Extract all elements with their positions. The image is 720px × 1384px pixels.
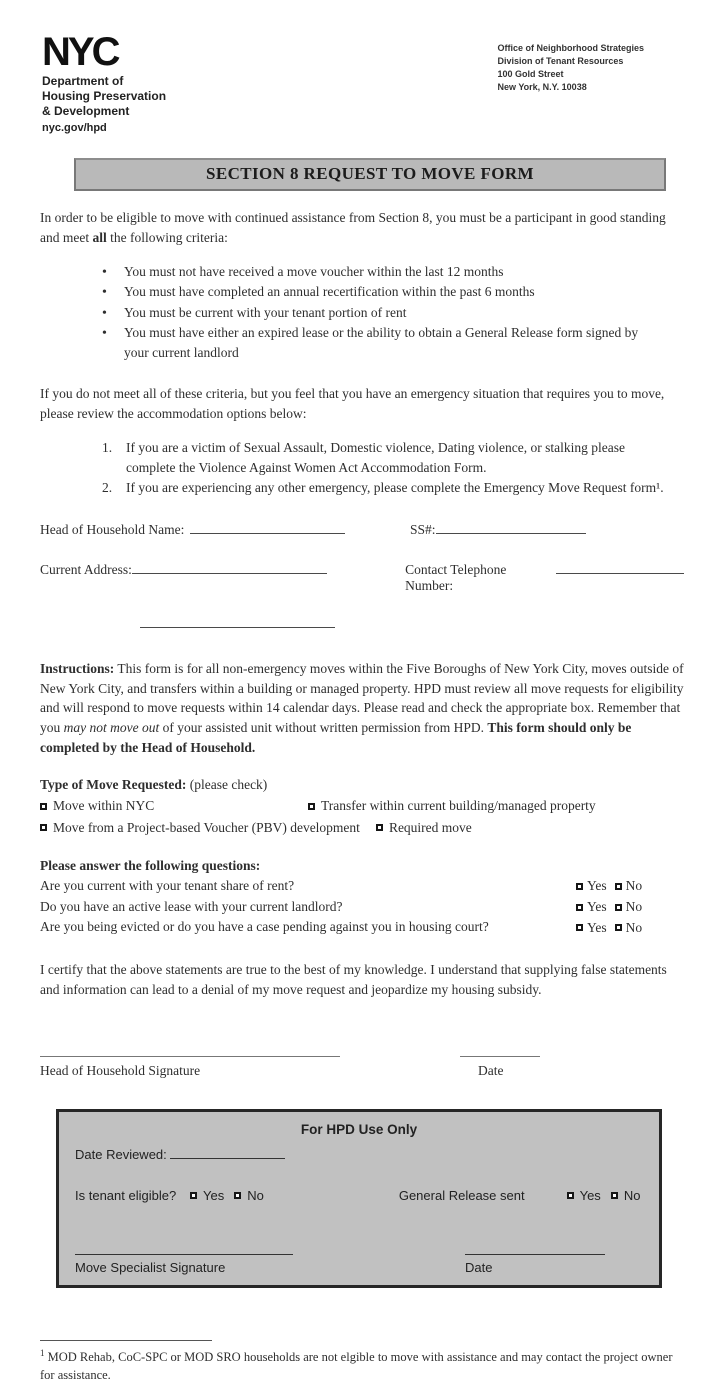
hpd-url: nyc.gov/hpd bbox=[42, 122, 107, 134]
nyc-logo: NYC bbox=[42, 30, 118, 74]
checkbox-q1-yes[interactable] bbox=[576, 883, 583, 890]
yes-label: Yes bbox=[587, 899, 607, 915]
name-label: Head of Household Name: bbox=[40, 522, 185, 538]
footnote-body: MOD Rehab, CoC-SPC or MOD SRO households are not elgible to move with assistance and may contact the project owner for assistance. bbox=[40, 1350, 673, 1383]
checkbox-eligible-no[interactable] bbox=[234, 1192, 241, 1199]
name-ssn-row bbox=[40, 520, 684, 538]
form-title-bar bbox=[74, 158, 666, 191]
hpd-use-only-box bbox=[56, 1109, 662, 1288]
office-line-2: Division of Tenant Resources bbox=[497, 56, 624, 67]
address-continuation-line[interactable] bbox=[140, 614, 335, 628]
instructions-body2: of your assisted unit without written permission from HPD. bbox=[159, 719, 488, 735]
ssn-input-line[interactable] bbox=[436, 520, 586, 534]
question-text: Are you current with your tenant share of rent? bbox=[40, 878, 295, 894]
criteria-item: • You must have either an expired lease or the ability to obtain a General Release form signed by your current landlord bbox=[102, 323, 662, 364]
phone-label: Contact Telephone Number: bbox=[405, 562, 507, 594]
criteria-list bbox=[102, 262, 684, 363]
hpd-box-title: For HPD Use Only bbox=[300, 1122, 418, 1138]
general-release-label: General Release sent bbox=[398, 1188, 525, 1204]
date-reviewed-line[interactable] bbox=[170, 1145, 285, 1159]
office-line-1: Office of Neighborhood Strategies bbox=[497, 43, 644, 53]
question-text: Do you have an active lease with your current landlord? bbox=[40, 898, 343, 914]
question-text: Are you being evicted or do you have a case pending against you in housing court? bbox=[40, 919, 489, 935]
criteria-item: • You must have completed an annual recertification within the past 6 months bbox=[102, 282, 662, 302]
checkbox-q1-no[interactable] bbox=[615, 883, 622, 890]
signature-date-line[interactable] bbox=[460, 1043, 540, 1057]
address-phone-row bbox=[40, 560, 684, 594]
questions-heading: Please answer the following questions: bbox=[40, 857, 261, 873]
intro-post: the following criteria: bbox=[106, 229, 228, 245]
checkbox-transfer-within-building[interactable] bbox=[308, 803, 315, 810]
footnote-text bbox=[40, 1347, 684, 1384]
checkbox-move-within-nyc[interactable] bbox=[40, 803, 47, 810]
checkbox-move-from-pbv[interactable] bbox=[40, 824, 47, 831]
logo-dept-line-2: Housing Preservation bbox=[42, 89, 167, 103]
no-label: No bbox=[625, 878, 643, 894]
checkbox-q2-yes[interactable] bbox=[576, 904, 583, 911]
specialist-signature-label: Move Specialist Signature bbox=[75, 1260, 226, 1276]
criteria-item: • You must be current with your tenant portion of rent bbox=[102, 303, 662, 323]
signature-section bbox=[40, 1043, 684, 1079]
checkbox-q3-no[interactable] bbox=[615, 924, 622, 931]
no-label: No bbox=[247, 1188, 264, 1204]
no-label: No bbox=[625, 899, 643, 915]
certification-paragraph: I certify that the above statements are true to the best of my knowledge. I understand that supplying false statements and information can lead to a denial of my move request and jeopardize my housing subsidy. bbox=[40, 961, 667, 997]
specialist-signature-line[interactable] bbox=[75, 1241, 293, 1255]
form-header bbox=[40, 30, 684, 134]
name-input-line[interactable] bbox=[190, 520, 345, 534]
hpd-date-label: Date bbox=[465, 1260, 493, 1276]
move-type-section bbox=[40, 775, 684, 838]
tenant-eligible-label: Is tenant eligible? bbox=[75, 1188, 177, 1204]
instructions-body1: This form is for all non-emergency moves within the Five Boroughs of New York City, moves outside of New York City, and transfers within a building or managed property. HPD must review all move requests for eligibility and will respond to move requests within 14 calendar days. Please read and check the appropriate box. Remember that you bbox=[40, 661, 684, 735]
move-option-label: Required move bbox=[388, 819, 472, 835]
form-title: SECTION 8 REQUEST TO MOVE FORM bbox=[206, 164, 534, 183]
ssn-label: SS#: bbox=[410, 522, 436, 538]
checkbox-q3-yes[interactable] bbox=[576, 924, 583, 931]
move-option-label: Move from a Project-based Voucher (PBV) development bbox=[53, 819, 360, 835]
intro-paragraph bbox=[40, 208, 684, 247]
signature-date-label: Date bbox=[478, 1063, 504, 1079]
household-signature-line[interactable] bbox=[40, 1043, 340, 1057]
instructions-bold-end: This form should only be completed by the Head of Household. bbox=[40, 719, 632, 755]
address-continuation-row bbox=[140, 614, 684, 633]
move-option-label: Move within NYC bbox=[53, 798, 155, 814]
hpd-logo bbox=[42, 30, 167, 134]
logo-dept-line-3: & Development bbox=[42, 104, 130, 118]
criteria-item: • You must not have received a move voucher within the last 12 months bbox=[102, 262, 662, 282]
emergency-paragraph: If you do not meet all of these criteria, but you feel that you have an emergency situation that requires you to move, please review the accommodation options below: bbox=[40, 386, 665, 421]
questions-section bbox=[40, 856, 684, 938]
instructions-lead: Instructions: bbox=[40, 661, 115, 677]
checkbox-required-move[interactable] bbox=[376, 824, 383, 831]
household-signature-label: Head of Household Signature bbox=[40, 1063, 201, 1079]
office-address-block bbox=[497, 42, 644, 94]
move-type-heading: Type of Move Requested: bbox=[40, 777, 187, 793]
yes-label: Yes bbox=[203, 1188, 225, 1204]
instructions-italic: may not move out bbox=[63, 719, 160, 735]
emergency-option: If you are a victim of Sexual Assault, Domestic violence, Dating violence, or stalking please complete the Violence Against Women Act Accommodation Form. bbox=[126, 439, 625, 475]
move-option-label: Transfer within current building/managed property bbox=[321, 798, 596, 814]
hpd-date-line[interactable] bbox=[465, 1241, 605, 1255]
yes-label: Yes bbox=[587, 878, 607, 894]
logo-dept-line-1: Department of bbox=[42, 74, 124, 88]
office-line-3: 100 Gold Street bbox=[497, 69, 564, 80]
emergency-options-list bbox=[102, 438, 684, 499]
no-label: No bbox=[623, 1188, 641, 1204]
office-line-4: New York, N.Y. 10038 bbox=[497, 82, 587, 93]
checkbox-q2-no[interactable] bbox=[615, 904, 622, 911]
no-label: No bbox=[625, 919, 643, 935]
footnote-divider bbox=[40, 1340, 212, 1341]
yes-label: Yes bbox=[587, 919, 607, 935]
intro-pre: In order to be eligible to move with continued assistance from Section 8, you must be a participant in good standing and meet bbox=[40, 210, 666, 245]
footnote-section bbox=[40, 1340, 684, 1384]
footnote-marker: 1 bbox=[40, 1348, 45, 1359]
date-reviewed-label: Date Reviewed: bbox=[75, 1147, 167, 1163]
intro-bold: all bbox=[92, 229, 107, 245]
checkbox-release-yes[interactable] bbox=[567, 1192, 574, 1199]
checkbox-release-no[interactable] bbox=[611, 1192, 618, 1199]
address-input-line[interactable] bbox=[132, 560, 327, 574]
emergency-option: If you are experiencing any other emergency, please complete the Emergency Move Request form¹. bbox=[126, 480, 664, 495]
instructions-paragraph bbox=[40, 659, 684, 757]
checkbox-eligible-yes[interactable] bbox=[190, 1192, 197, 1199]
move-type-heading-suffix: (please check) bbox=[186, 777, 268, 793]
yes-label: Yes bbox=[579, 1188, 601, 1204]
phone-input-line[interactable] bbox=[556, 560, 684, 574]
address-label: Current Address: bbox=[40, 562, 132, 578]
